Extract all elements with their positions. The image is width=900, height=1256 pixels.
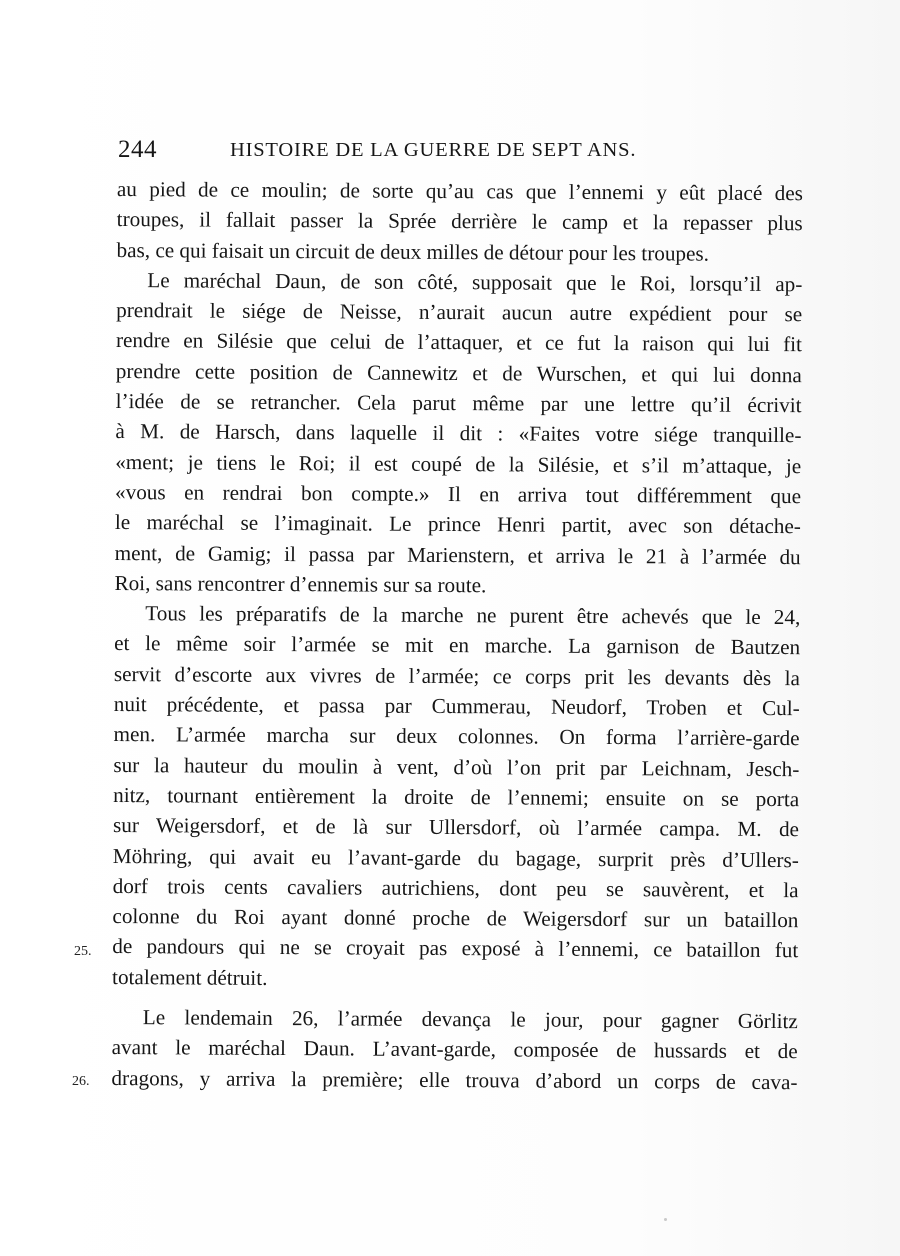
- text-line: prendre cette position de Cannewitz et de Wurschen, et qui lui donna: [115, 358, 802, 387]
- text-line: à M. de Harsch, dans laquelle il dit : «Faites votre siége tranquille-: [115, 419, 802, 448]
- text-line: avant le maréchal Daun. L’avant-garde, composée de hussards et de: [111, 1035, 798, 1064]
- text-line: l’idée de se retrancher. Cela parut même par une lettre qu’il écrivit: [115, 389, 802, 418]
- text-line: «ment; je tiens le Roi; il est coupé de la Silésie, et s’il m’attaque, je: [115, 449, 802, 478]
- paper-speck: [664, 1218, 667, 1221]
- text-line: nitz, tournant entièrement la droite de l’ennemi; ensuite on se porta: [113, 782, 800, 812]
- text-line: au pied de ce moulin; de sorte qu’au cas que l’ennemi y eût placé des: [116, 176, 803, 206]
- text-line: prendrait le siége de Neisse, n’aurait aucun autre expédient pour se: [116, 298, 803, 327]
- text-line: Roi, sans rencontrer d’ennemis sur sa route.: [114, 570, 487, 598]
- text-line: bas, ce qui faisait un circuit de deux milles de détour pour les troupes.: [116, 237, 710, 266]
- text-line: troupes, il fallait passer la Sprée derrière le camp et la repasser plus: [116, 207, 803, 236]
- text-line: Tous les préparatifs de la marche ne purent être achevés que le 24,: [145, 601, 801, 630]
- text-line: dragons, y arriva la première; elle trouva d’abord un corps de cava-: [111, 1065, 798, 1094]
- text-line: Le maréchal Daun, de son côté, supposait que le Roi, lorsqu’il ap-: [147, 268, 803, 297]
- text-line: «vous en rendrai bon compte.» Il en arriva tout différemment que: [114, 479, 802, 509]
- text-line: Le lendemain 26, l’armée devança le jour, pour gagner Görlitz: [142, 1005, 798, 1034]
- text-line: sur la hauteur du moulin à vent, d’où l’on prit par Leichnam, Jesch-: [113, 752, 800, 781]
- text-line: Möhring, qui avait eu l’avant-garde du bagage, surprit près d’Ullers-: [112, 843, 799, 872]
- page-number: 244: [118, 136, 157, 163]
- margin-note-25: 25.: [74, 944, 92, 959]
- text-line: servit d’escorte aux vivres de l’armée; ce corps prit les devants dès la: [113, 661, 801, 690]
- text-line: nuit précédente, et passa par Cummerau, Neudorf, Troben et Cul-: [113, 692, 800, 721]
- margin-note-26: 26.: [72, 1074, 90, 1089]
- text-line: ment, de Gamig; il passa par Marienstern, et arriva le 21 à l’armée du: [114, 540, 801, 569]
- text-line: sur Weigersdorf, et de là sur Ullersdorf, où l’armée campa. M. de: [112, 813, 800, 842]
- running-title: HISTOIRE DE LA GUERRE DE SEPT ANS.: [230, 139, 637, 161]
- text-line: men. L’armée marcha sur deux colonnes. On forma l’arrière-garde: [113, 722, 800, 751]
- text-line: de pandours qui ne se croyait pas exposé à l’ennemi, ce bataillon fut: [112, 934, 799, 963]
- body-text: [111, 174, 803, 1097]
- text-line: dorf trois cents cavaliers autrichiens, dont peu se sauvèrent, et la: [112, 873, 799, 903]
- text-line: totalement détruit.: [112, 964, 268, 990]
- running-head: [118, 132, 700, 168]
- text-line: rendre en Silésie que celui de l’attaquer, et ce fut la raison qui lui fit: [115, 328, 803, 357]
- text-line: colonne du Roi ayant donné proche de Weigersdorf sur un bataillon: [112, 904, 799, 933]
- text-line: le maréchal se l’imaginait. Le prince Henri partit, avec son détache-: [114, 510, 801, 539]
- text-line: et le même soir l’armée se mit en marche. La garnison de Bautzen: [114, 631, 801, 660]
